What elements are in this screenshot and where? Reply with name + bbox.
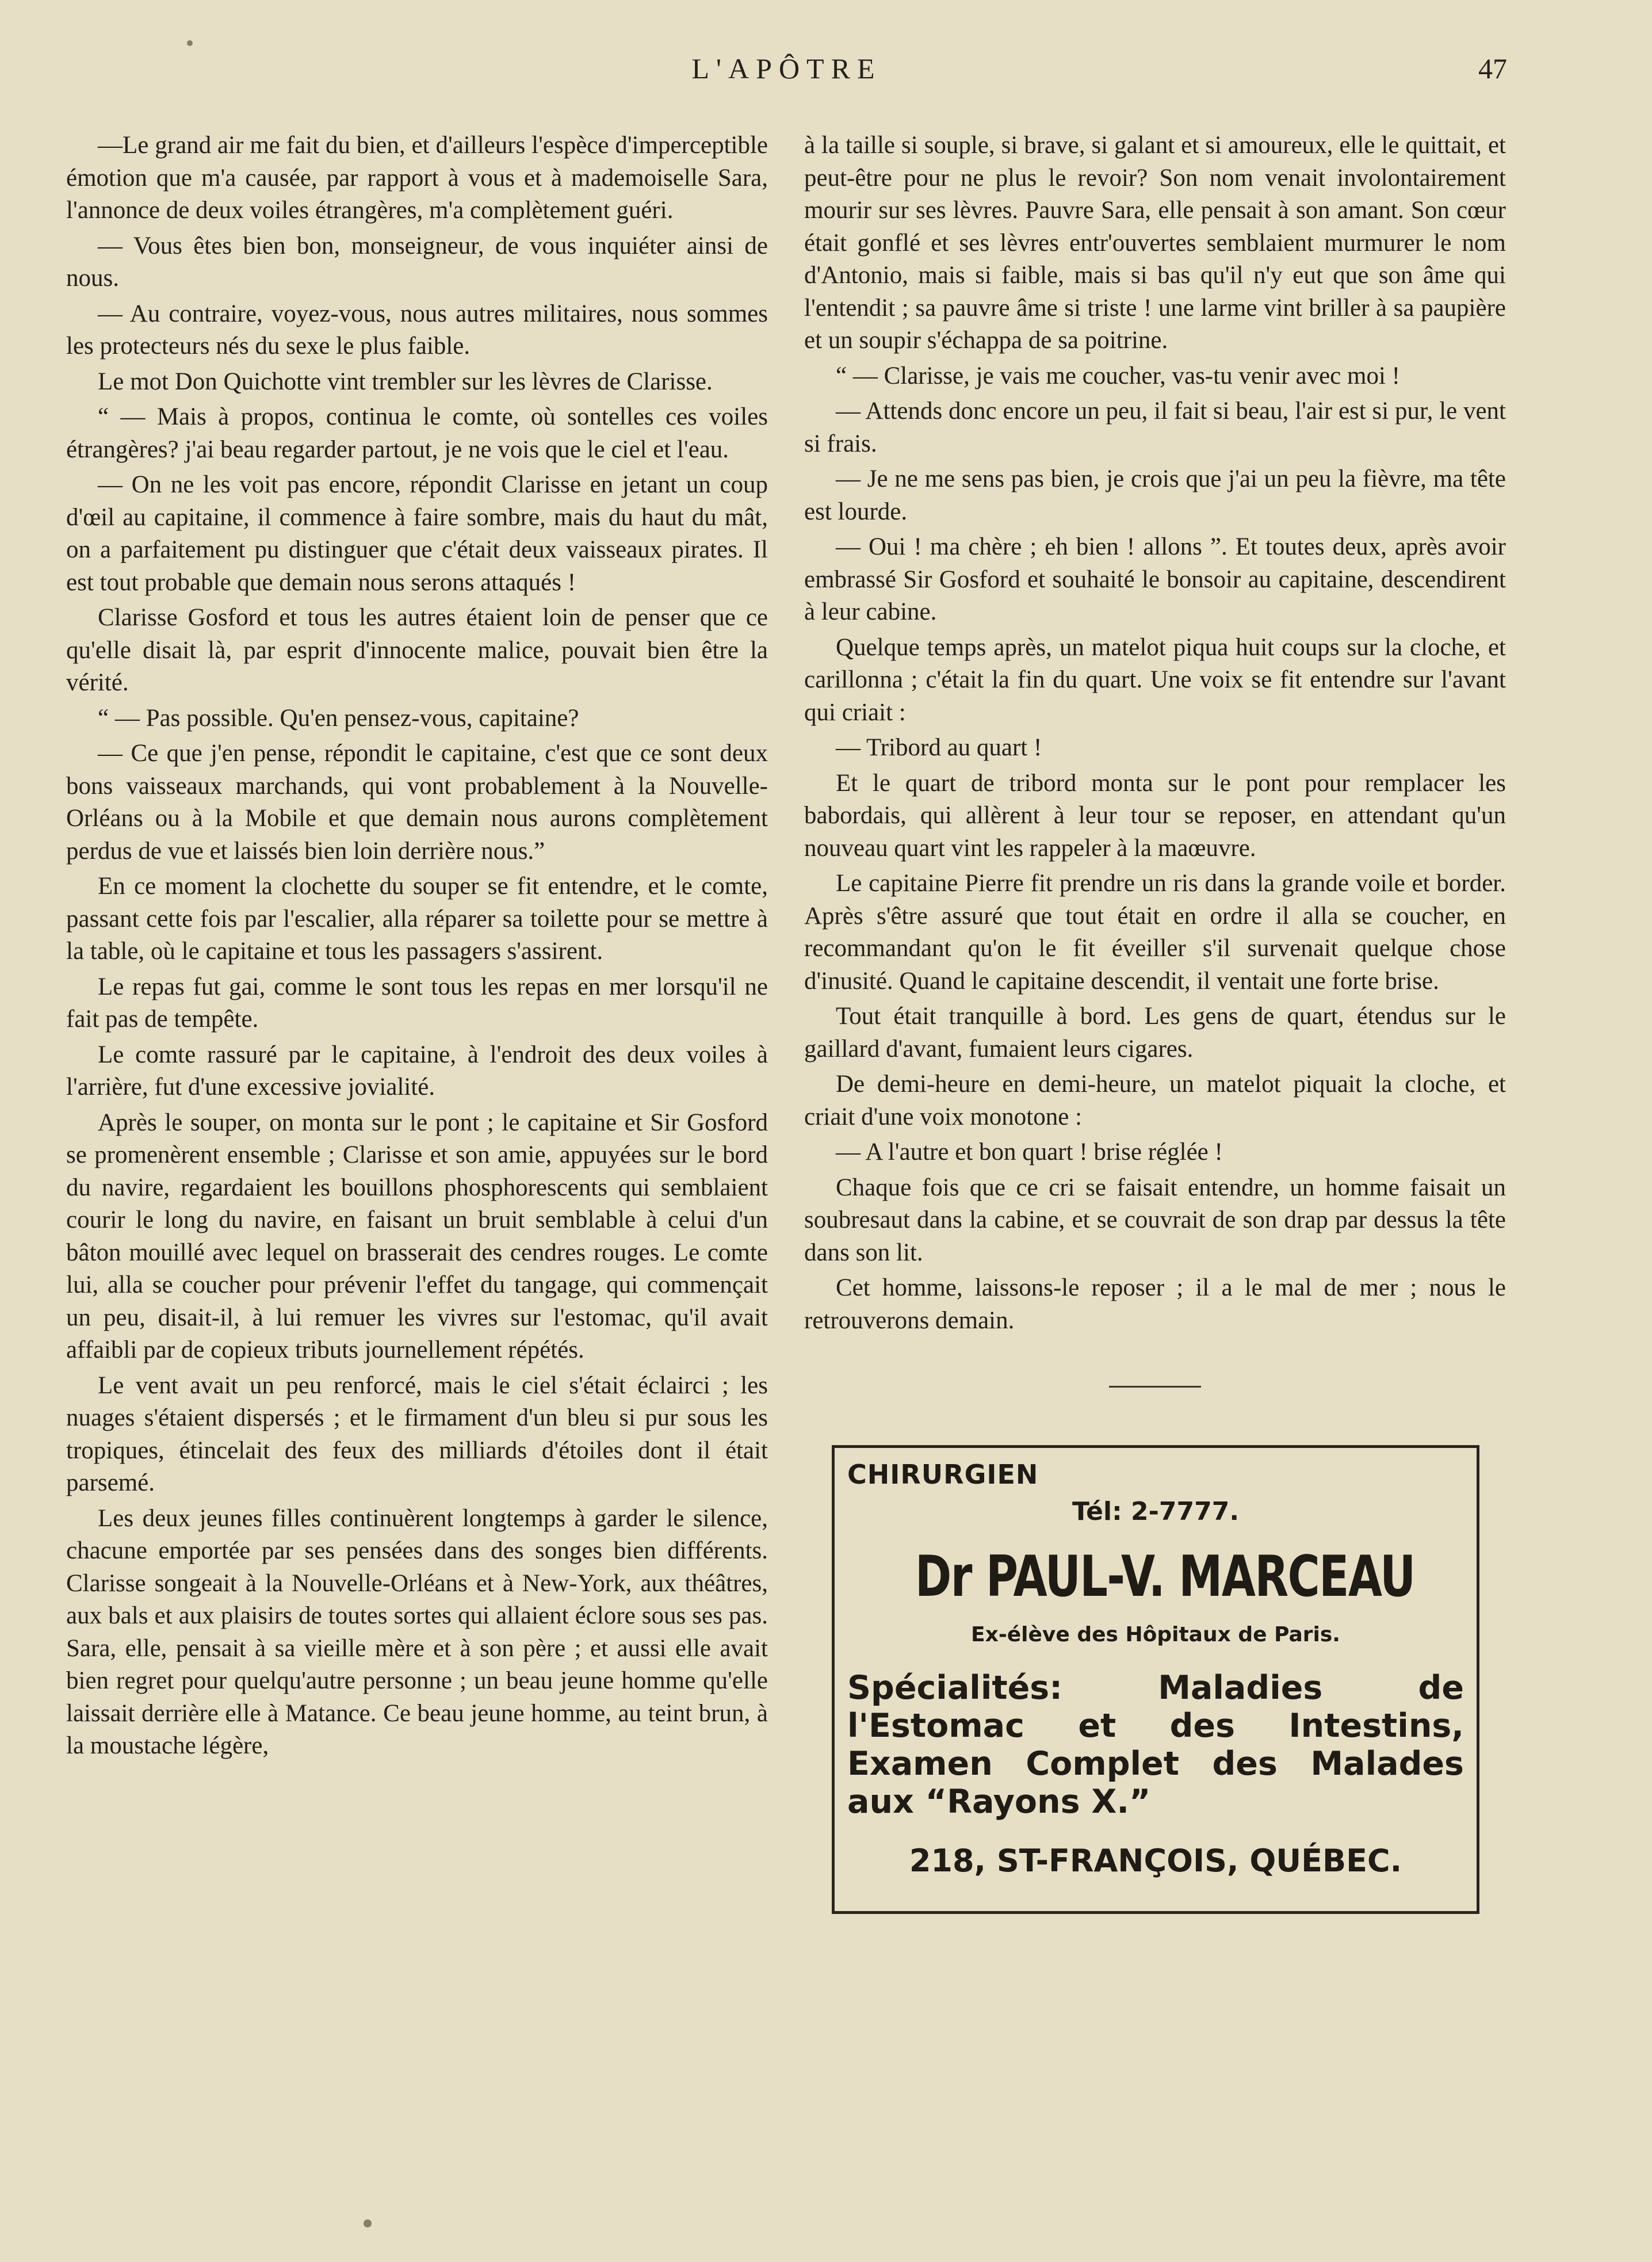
left-column (66, 129, 768, 1766)
page-header (66, 52, 1507, 92)
paper-speck (187, 40, 193, 46)
paragraph: Cet homme, laissons-le reposer ; il a le mal de mer ; nous le retrouverons demain. (804, 1274, 1506, 1334)
paragraph: — Attends donc encore un peu, il fait si beau, l'air est si pur, le vent si frais. (804, 398, 1506, 457)
paragraph: Les deux jeunes filles continuèrent longtemps à garder le silence, chacune emportée par ses pensées dans des songes bien différents. Clarisse songeait à la Nouvelle-Orléans et à New-York, aux théâtres, aux bals et aux plaisirs de toutes sortes qui allaient éclore sous ses pas. Sara, elle, pensait à sa vieille mère et à son père ; et aussi elle avait bien regret pour quelqu'autre personne ; un beau jeune homme qu'elle laissait derrière elle à Matance. Ce beau jeune homme, au teint brun, à la moustache légère, (66, 1504, 768, 1759)
paragraph: Après le souper, on monta sur le pont ; le capitaine et Sir Gosford se promenèrent ensemble ; Clarisse et son amie, appuyées sur le bord du navire, regardaient les bouillons phosphorescents qui semblaient courir le long du navire, en faisant un bruit semblable à celui d'un bâton mouillé avec lequel on brasserait des cendres rouges. Le comte lui, alla se coucher pour prévenir l'effet du tangage, qui commençait un peu, disait-il, à lui remuer les vivres sur l'estomac, qu'il avait affaibli par de copieux tributs journellement répétés. (66, 1109, 768, 1363)
paragraph: — Oui ! ma chère ; eh bien ! allons ”. Et toutes deux, après avoir embrassé Sir Gosford et souhaité le bonsoir au capitaine, descendirent à leur cabine. (804, 533, 1506, 625)
paragraph: Chaque fois que ce cri se faisait entendre, un homme faisait un soubresaut dans la cabine, et se couvrait de son drap par dessus la tête dans son lit. (804, 1174, 1506, 1266)
paragraph: à la taille si souple, si brave, si galant et si amoureux, elle le quittait, et peut-être pour ne plus le revoir? Son nom venait involontairement mourir sur ses lèvres. Pauvre Sara, elle pensait à son amant. Son cœur était gonflé et ses lèvres entr'ouvertes semblaient murmurer le nom d'Antonio, mais si faible, mais si bas qu'il n'y eut que son âme qui l'entendit ; sa pauvre âme si triste ! une larme vint briller à sa paupière et un soupir s'échappa de sa poitrine. (804, 132, 1506, 354)
paragraph: Quelque temps après, un matelot piqua huit coups sur la cloche, et carillonna ; c'était la fin du quart. Une voix se fit entendre sur l'avant qui criait : (804, 633, 1506, 726)
paragraph: “ — Clarisse, je vais me coucher, vas-tu venir avec moi ! (836, 362, 1400, 389)
paragraph: Le comte rassuré par le capitaine, à l'endroit des deux voiles à l'arrière, fut d'une excessive jovialité. (66, 1041, 768, 1101)
paragraph: Et le quart de tribord monta sur le pont pour remplacer les babordais, qui allèrent à leur tour se reposer, en attendant qu'un nouveau quart vint les rappeler à la maœuvre. (804, 769, 1506, 862)
paragraph: En ce moment la clochette du souper se fit entendre, et le comte, passant cette fois par l'escalier, alla réparer sa toilette pour se mettre à la table, où le capitaine et tous les passagers s'assirent. (66, 873, 768, 965)
ad-heading: CHIRURGIEN (847, 1459, 1039, 1490)
paragraph: — Tribord au quart ! (836, 734, 1042, 761)
ad-address: 218, ST-FRANÇOIS, QUÉBEC. (909, 1842, 1402, 1879)
advertisement-box (832, 1445, 1479, 1914)
paragraph: Tout était tranquille à bord. Les gens de quart, étendus sur le gaillard d'avant, fumaient leurs cigares. (804, 1003, 1506, 1063)
paragraph: —Le grand air me fait du bien, et d'ailleurs l'espèce d'imperceptible émotion que m'a causée, par rapport à vous et à mademoiselle Sara, l'annonce de deux voiles étrangères, m'a complètement guéri. (66, 132, 768, 224)
paragraph: Le vent avait un peu renforcé, mais le ciel s'était éclairci ; les nuages s'étaient dispersés ; et le firmament d'un bleu si pur sous les tropiques, étincelait des feux des milliards d'étoiles dont il était parsemé. (66, 1371, 768, 1496)
ad-phone: Tél: 2-7777. (1072, 1496, 1240, 1526)
paragraph: — Vous êtes bien bon, monseigneur, de vous inquiéter ainsi de nous. (66, 232, 768, 292)
paragraph: Le capitaine Pierre fit prendre un ris dans la grande voile et border. Après s'être assuré que tout était en ordre il alla se coucher, en recommandant qu'on le fit éveiller s'il survenait quelque chose d'inusité. Quand le capitaine descendit, il ventait une forte brise. (804, 870, 1506, 995)
section-divider (1109, 1386, 1201, 1388)
paragraph: “ — Mais à propos, continua le comte, où sontelles ces voiles étrangères? j'ai beau regarder partout, je ne vois que le ciel et l'eau. (66, 403, 768, 463)
running-title: L'APÔTRE (691, 52, 882, 85)
ad-specialties: Spécialités: Maladies de l'Estomac et des Intestins, Examen Complet des Malades aux “Rayons X.” (847, 1668, 1464, 1821)
paragraph: — Je ne me sens pas bien, je crois que j'ai un peu la fièvre, ma tête est lourde. (804, 465, 1506, 525)
paragraph: Le repas fut gai, comme le sont tous les repas en mer lorsqu'il ne fait pas de tempête. (66, 973, 768, 1033)
paragraph: Clarisse Gosford et tous les autres étaient loin de penser que ce qu'elle disait là, par esprit d'innocente malice, pouvait bien être la vérité. (66, 604, 768, 696)
page-number: 47 (1478, 52, 1507, 85)
paragraph: De demi-heure en demi-heure, un matelot piquait la cloche, et criait d'une voix monotone : (804, 1071, 1506, 1130)
ad-credential: Ex-élève des Hôpitaux de Paris. (971, 1623, 1340, 1646)
paragraph: — Ce que j'en pense, répondit le capitaine, c'est que ce sont deux bons vaisseaux marchands, qui vont probablement à la Nouvelle-Orléans ou à la Mobile et que demain nous aurons complètement perdus de vue et laissés bien loin derrière nous.” (66, 740, 768, 865)
ad-doctor-name: Dr PAUL-V. MARCEAU (915, 1544, 1415, 1610)
right-column (804, 129, 1506, 1914)
paragraph: — A l'autre et bon quart ! brise réglée ! (836, 1138, 1223, 1166)
paragraph: “ — Pas possible. Qu'en pensez-vous, capitaine? (98, 704, 579, 732)
paragraph: — Au contraire, voyez-vous, nous autres militaires, nous sommes les protecteurs nés du sexe le plus faible. (66, 300, 768, 360)
paragraph: Le mot Don Quichotte vint trembler sur les lèvres de Clarisse. (98, 368, 713, 395)
paper-speck (364, 2219, 372, 2227)
paragraph: — On ne les voit pas encore, répondit Clarisse en jetant un coup d'œil au capitaine, il commence à faire sombre, mais du haut du mât, on a parfaitement pu distinguer que c'était deux vaisseaux pirates. Il est tout probable que demain nous serons attaqués ! (66, 471, 768, 596)
